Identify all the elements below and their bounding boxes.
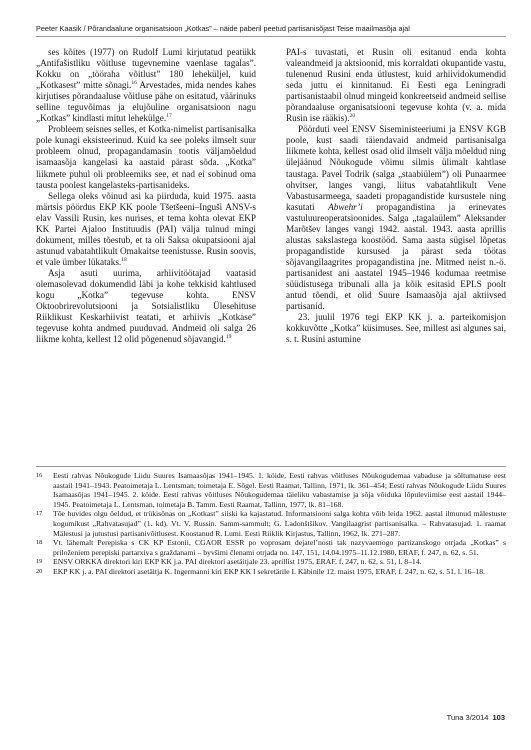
footnote	[36, 538, 506, 557]
right-column	[286, 47, 506, 345]
footnote	[36, 557, 506, 567]
footnote-ref[interactable]: 16	[131, 80, 137, 87]
italic-term: Abwehr’i	[328, 201, 363, 212]
footnote-text: ENSV ORKKA direktori kiri EKP KK j.a. PAI direktori asetäitjale 23. aprillist 1975, ERAF, f. 247, n. 62, s. 51, l. 8–14.	[53, 557, 422, 567]
paragraph: Asja asuti uurima, arhiivitöötajad vaatasid olemasolevad dokumendid läbi ja kohe tekkisid kahtlused kogu „Kotka” tegevuse kohta. ENSV Oktoobrirevolutsiooni ja Sotsialistliku Ülesehituse Riiklikust Keskarhiivist teatati, et arhiivis „Kotkase” tegevuse kohta andmed puuduvad. Andmeid oli salga 26 liikme kohta, kellest 12 olid põgenenud sõjavangid.$^{19}$	[36, 267, 256, 345]
header-rule	[36, 36, 506, 37]
footnote-text: Tõe huvides olgu öeldud, et trükisõnas on „Kotkast” siiski ka kajastatud. Informatsiooni salga kohta võib leida 1962. aastal ilmunud mälestuste kogumikust „Rahvatasujad” (1. kd). Vt. V. Russin. Samm-sammult; G. Ladonštšikov. Vangilaagrist partisanisalka. – Rahvatasujad. 1. raamat Mälestusi ja jutustusi partisanivõitlusest. Koostanud R. Lumi. Eesti Riiklik Kirjastus, Tallinn, 1962, lk. 271–287.	[53, 509, 506, 538]
paragraph: ses kõites (1977) on Rudolf Lumi kirjutatud peatükk „Antifašistliku võitluse tugevnemine vaenlase tagalas”. Kokku on „tööraha võitlust” 180 leheküljel, kuid „Kotkasest” mitte sõnagi.$^{16}$ Arvestades, mida nendes kahes kirjutises põrandaaluse võitluse pähe on esitatud, väärinuks selline teguvõimas ja elujõuline organisatsioon nagu „Kotkas” kindlasti mitut lehekülge.$^{17}$	[36, 47, 256, 124]
footnote-number: 16	[36, 472, 43, 479]
paragraph: 23. juulil 1976 tegi EKP KK j. a. parteikomisjon kokkuvõtte „Kotka” küsimuses. See, millest asi algunes sai, s. t. Rusini astumine	[286, 312, 506, 345]
footnote	[36, 471, 506, 509]
footnote-text: EKP KK j. a. PAI direktori asetäitja K. Ingermanni kiri EKP KK I sekretärile I. Käbinile 12. maist 1975, ERAF, f. 247, n. 62, s. 51, l. 16–18.	[53, 566, 485, 576]
footnote-rule	[36, 466, 506, 467]
footnote-number: 17	[36, 510, 43, 518]
footnote-ref[interactable]: 19	[225, 334, 232, 341]
footnotes	[36, 471, 506, 577]
page-number: 103	[492, 713, 505, 722]
left-column	[36, 47, 256, 345]
footnote	[36, 509, 506, 538]
journal-name: Tuna 3/2014	[446, 713, 489, 722]
footnote-text: Vt. lähemalt Perepiska s CK KP Estonii, CGAOR ESSR po voprosam dejatel’nosti tak nazyvaemogo partizanskogo otrjada „Kotkas” s priloženiem perepiski partarxiva s graždanami – byvšimi členami otrjada no. 147, 151, 14.04.1975–11.12.1980, ERAF, f. 247, n. 62, s. 51.	[53, 538, 506, 557]
paragraph: Probleem seisnes selles, et Kotka-nimelist partisanisalka pole kunagi eksisteerinud. Kuid ka see poleks ilmselt suur probleem olnud, propagandamasin tootis väljamõeldud isamaasõja kangelasi ka aastaid pärast sõda. „Kotka” liikmete puhul oli probleemiks see, et nad ei sobinud oma tausta poolest kangelasteks-partisanideks.	[36, 124, 256, 190]
footnote-number: 18	[36, 539, 43, 547]
page-footer	[447, 713, 505, 722]
footnote-ref[interactable]: 17	[166, 113, 172, 120]
footnote-text: Eesti rahvas Nõukogude Liidu Suures Isamaasõjas 1941–1945. 1. köide, Eesti rahvas võitluses Nõukogudemaa vabaduse ja sõltumatuse eest aastail 1941–1943. Peatoimetaja L. Lentsman, toimetaja E. Sõgel. Eesti Raamat, Tallinn, 1971, lk. 361–454; Eesti rahvas Nõukogude Liidu Suures Isamaasõjas 1941–1945. 2. köide. Eesti rahvas võitluses Nõukogudemaa täieliku vabastamise ja sõja võiduka lõpuleviimise eest aastail 1944–1945. Peatoimetaja L. Lentsman, toimetaja B. Tamm. Eesti Raamat, Tallinn, 1977, lk. 81–168.	[53, 471, 506, 509]
running-header: Peeter Kaasik / Põrandaalune organisatsioon „Kotkas” – näide paberil peetud partisanisõjast Teise maailmasõja ajal	[36, 24, 410, 33]
paragraph: Sellega oleks võinud asi ka piirduda, kuid 1975. aasta märtsis pöördus EKP KK poole Tšetšeeni–Inguši ANSV-s elav Vassili Rusin, kes nurises, et tema kohta olevat EKP KK Partei Ajaloo Instituudis (PAI) välja tulnud mingi dokument, milles tõestub, et ta oli Saksa okupatsiooni ajal astunud vabatahtlikult Omakaitse teenistusse. Rusin soovis, et vale ümber lükataks.$^{18}$	[36, 190, 256, 267]
paragraph: PAI-s tuvastati, et Rusin oli esitanud enda kohta valeandmeid ja aktsioonid, mis korraldati okupantide vastu, tulenenud Rusini enda ütlustest, kuid arhiividokumendid seda juttu ei kinnitanud. Ei Eesti ega Leningradi partisanistaabil olnud mingeid konkreetseid andmeid sellise põrandaaluse organisatsiooni tegevuse kohta (v. a. mida Rusin ise rääkis).$^{20}$	[286, 47, 506, 124]
footnote-ref[interactable]: 20	[349, 113, 356, 120]
footnote-number: 20	[36, 567, 43, 575]
footnote-ref[interactable]: 18	[121, 256, 127, 263]
paragraph: Pöörduti veel ENSV Siseministeeriumi ja ENSV KGB poole, kust saadi täiendavaid andmeid partisanisalga liikmete kohta, kellest osad olid ilmselt välja mõeldud ning ülejäänud Nõukogude võimu silmis ülimalt kahtlase taustaga. Pavel Todrik (salga „staabiülem”) oli Punaarmee ohvitser, langes vangi, liitus vabatahtlikult Vene Vabastusarmeega, saadeti propagandistide kursustele ning kasutati Abwehr’i propagandistina ja erinevates vastuluureoperatsioonides. Salga „tagalaülem” Aleksander Marõtšev langes vangi 1942. aastal. 1943. aasta aprillis alustas sakslastega koostööd. Sama aasta sügisel lõpetas propagandistide kursused ja pärast seda töötas sõjavangilaagrites propagandistina jne. Mitmed neist n.-ö. partisanidest ani aastatel 1945–1946 kodumaa reetmise süüdistusega tribunali alla ja kõik esitasid EPLS poolt antud tõendi, et olid Suure Isamaasõja ajal aktiivsed partisanid.	[286, 124, 506, 312]
footnote	[36, 567, 506, 577]
footnote-number: 19	[36, 558, 43, 566]
